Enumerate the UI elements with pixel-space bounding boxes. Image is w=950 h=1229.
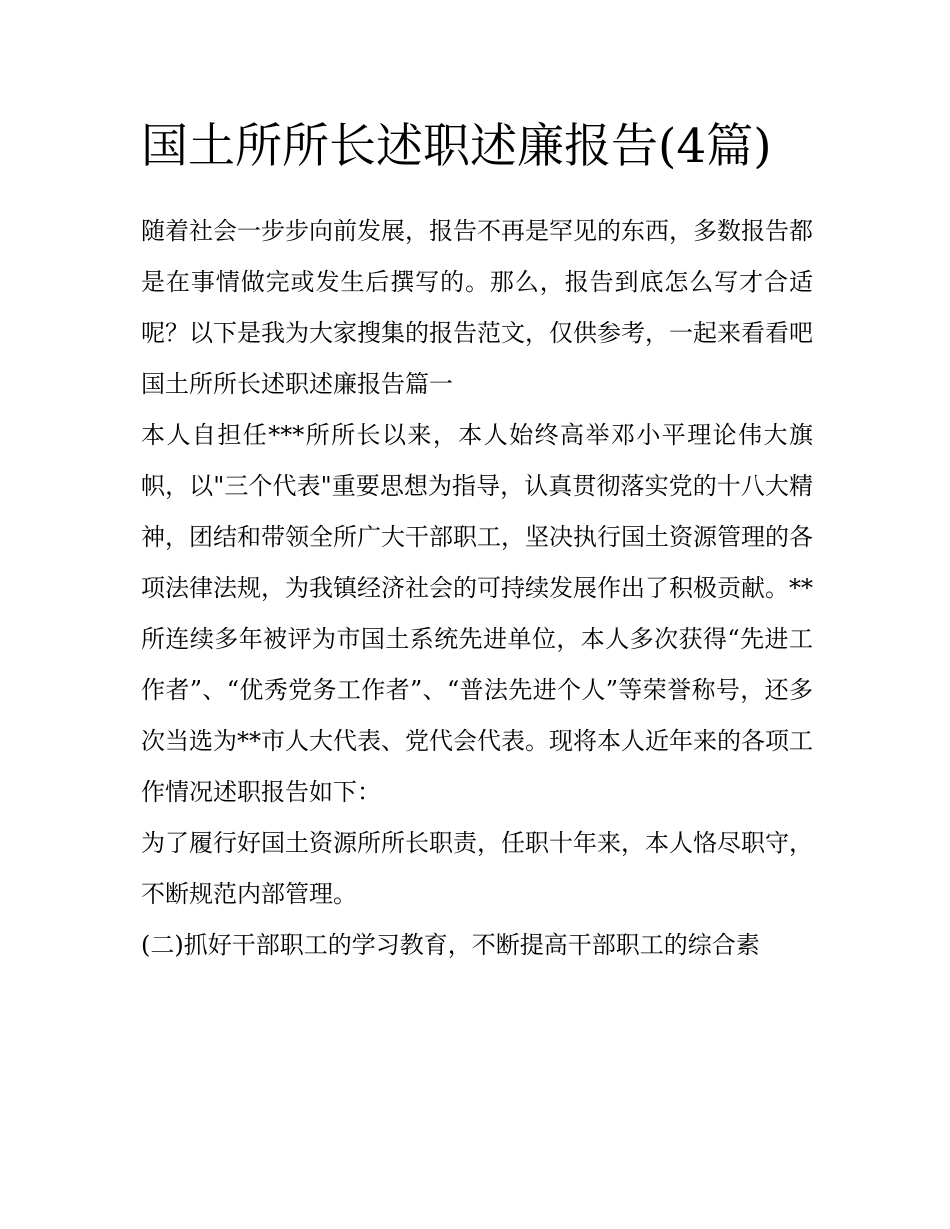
- paragraph-intro: 随着社会一步步向前发展，报告不再是罕见的东西，多数报告都是在事情做完或发生后撰写的。那么，报告到底怎么写才合适呢？以下是我为大家搜集的报告范文，仅供参考，一起来看看吧: [141, 217, 813, 347]
- paragraph-body-2: 为了履行好国土资源所所长职责，任职十年来，本人恪尽职守，不断规范内部管理。: [141, 829, 813, 908]
- paragraph-body-1: 本人自担任***所所长以来，本人始终高举邓小平理论伟大旗帜，以"三个代表"重要思想为指导，认真贯彻落实党的十八大精神，团结和带领全所广大干部职工，坚决执行国土资源管理的各项法律法规，为我镇经济社会的可持续发展作出了积极贡献。**所连续多年被评为市国土系统先进单位，本人多次获得“先进工作者”、“优秀党务工作者”、“普法先进个人”等荣誉称号，还多次当选为**市人大代表、党代会代表。现将本人近年来的各项工作情况述职报告如下：: [141, 421, 813, 806]
- paragraph-body-3: (二)抓好干部职工的学习教育，不断提高干部职工的综合素: [141, 931, 760, 959]
- document-body: [141, 112, 813, 971]
- document-title: 国土所所长述职述廉报告(4篇): [141, 119, 772, 174]
- section-heading-part-one: 国土所所长述职述廉报告篇一: [141, 370, 453, 398]
